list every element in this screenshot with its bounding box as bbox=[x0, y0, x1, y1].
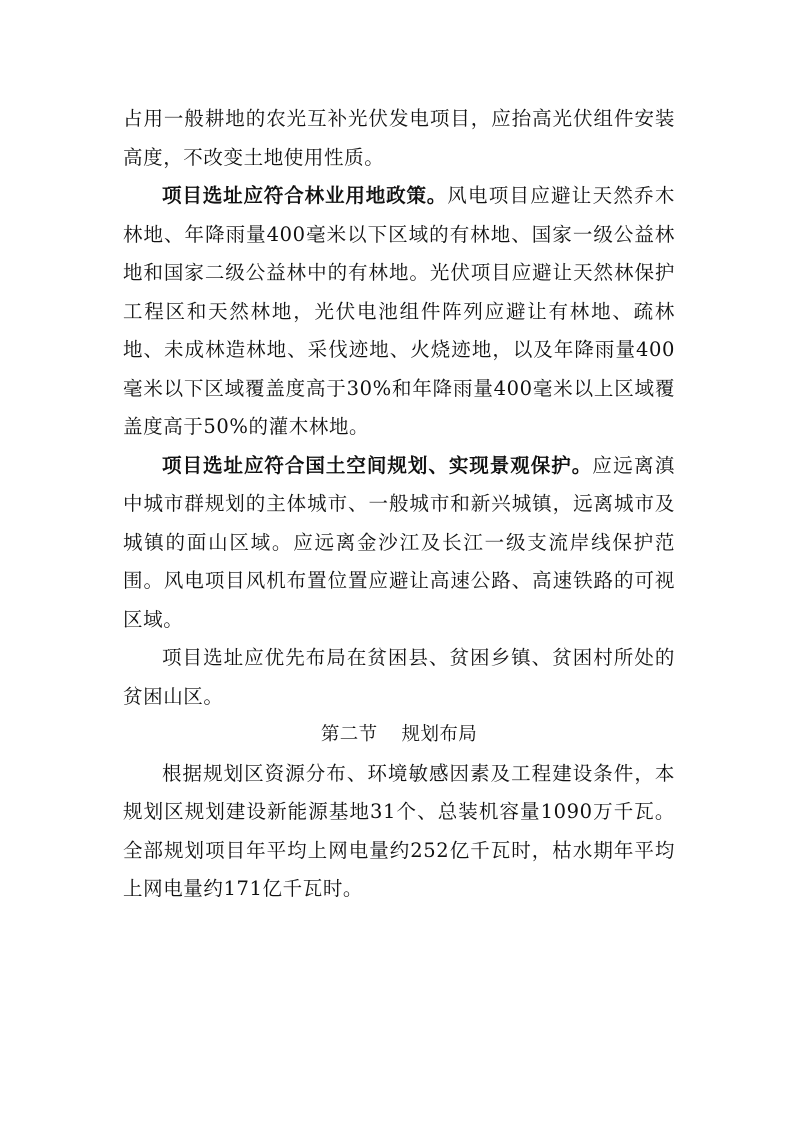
paragraph-poverty-areas: 项目选址应优先布局在贫困县、贫困乡镇、贫困村所处的贫困山区。 bbox=[123, 646, 675, 708]
paragraph-forest-policy-text: 风电项目应避让天然乔木林地、年降雨量400毫米以下区域的有林地、国家一级公益林地和国家二级公益林中的有林地。光伏项目应避让天然林保护工程区和天然林地，光伏电池组件阵列应避让有林地、疏林地、未成林造林地、采伐迹地、火烧迹地，以及年降雨量400毫米以下区域覆盖度高于30%和年降雨量400毫米以上区域覆盖度高于50%的灌木林地。 bbox=[123, 184, 675, 438]
paragraph-farmland: 占用一般耕地的农光互补光伏发电项目，应抬高光伏组件安装高度，不改变土地使用性质。 bbox=[123, 107, 675, 169]
paragraph-forest-policy-heading: 项目选址应符合林业用地政策。 bbox=[162, 184, 448, 207]
section-number: 第二节 bbox=[320, 724, 378, 745]
paragraph-planning-summary: 根据规划区资源分布、环境敏感因素及工程建设条件，本规划区规划建设新能源基地31个、总装机容量1090万千瓦。全部规划项目年平均上网电量约252亿千瓦时，枯水期年平均上网电量约171亿千瓦时。 bbox=[123, 761, 675, 900]
paragraph-landscape-protection bbox=[123, 447, 675, 640]
section-title: 规划布局 bbox=[401, 724, 478, 745]
paragraph-landscape-heading: 项目选址应符合国土空间规划、实现景观保护。 bbox=[162, 453, 593, 477]
paragraph-landscape-text: 应远离滇中城市群规划的主体城市、一般城市和新兴城镇，远离城市及城镇的面山区域。应远离金沙江及长江一级支流岸线保护范围。风电项目风机布置位置应避让高速公路、高速铁路的可视区域。 bbox=[123, 453, 675, 631]
document-body bbox=[123, 100, 675, 909]
section-heading bbox=[123, 716, 675, 755]
paragraph-forest-policy bbox=[123, 177, 675, 447]
